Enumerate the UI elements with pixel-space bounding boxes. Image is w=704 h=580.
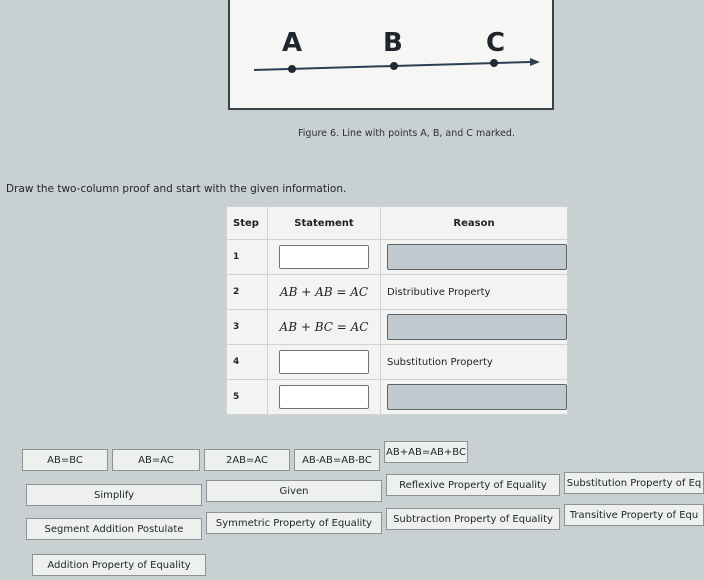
header-statement: Statement: [268, 207, 381, 240]
point-b-dot: [390, 62, 398, 70]
reason-tile[interactable]: Simplify: [26, 484, 202, 506]
statement-drop-cell: [268, 380, 381, 415]
reason-drop-zone[interactable]: [387, 314, 567, 340]
table-row: [227, 310, 568, 345]
statement-drop-zone[interactable]: [279, 245, 369, 269]
point-c-dot: [490, 59, 498, 67]
table-row: [227, 240, 568, 275]
instruction-text: Draw the two-column proof and start with the given information.: [6, 183, 347, 195]
table-header-row: [227, 207, 568, 240]
step-number: 4: [227, 345, 268, 380]
figure-caption: Figure 6. Line with points A, B, and C marked.: [298, 128, 515, 139]
statement-drop-zone[interactable]: [279, 385, 369, 409]
statement-drop-cell: [268, 240, 381, 275]
table-row: [227, 275, 568, 310]
reason-drop-cell: [381, 310, 568, 345]
point-c-label: C: [486, 28, 506, 58]
step-number: 3: [227, 310, 268, 345]
reason-tile[interactable]: Addition Property of Equality: [32, 554, 206, 576]
statement-tile[interactable]: AB=AC: [112, 449, 200, 471]
table-row: [227, 380, 568, 415]
reason-tile[interactable]: Subtraction Property of Equality: [386, 508, 560, 530]
reason-tile[interactable]: Reflexive Property of Equality: [386, 474, 560, 496]
reason-drop-cell: [381, 380, 568, 415]
reason-tile[interactable]: Given: [206, 480, 382, 502]
statement-text: AB + BC = AC: [268, 310, 381, 345]
point-b-label: B: [383, 28, 403, 58]
statement-tile[interactable]: 2AB=AC: [204, 449, 290, 471]
statement-drop-zone[interactable]: [279, 350, 369, 374]
reason-tile[interactable]: Transitive Property of Equ: [564, 504, 704, 526]
statement-tile[interactable]: AB+AB=AB+BC: [384, 441, 468, 463]
header-reason: Reason: [381, 207, 568, 240]
figure-panel: [228, 0, 554, 110]
table-row: [227, 345, 568, 380]
step-number: 2: [227, 275, 268, 310]
reason-tile[interactable]: Symmetric Property of Equality: [206, 512, 382, 534]
statement-tile[interactable]: AB-AB=AB-BC: [294, 449, 380, 471]
reason-drop-cell: [381, 240, 568, 275]
reason-drop-zone[interactable]: [387, 244, 567, 270]
reason-text: Substitution Property: [381, 345, 568, 380]
point-a-label: A: [282, 28, 303, 58]
reason-text: Distributive Property: [381, 275, 568, 310]
reason-tile[interactable]: Segment Addition Postulate: [26, 518, 202, 540]
statement-tile[interactable]: AB=BC: [22, 449, 108, 471]
statement-drop-cell: [268, 345, 381, 380]
step-number: 1: [227, 240, 268, 275]
proof-table: [226, 206, 568, 415]
step-number: 5: [227, 380, 268, 415]
point-a-dot: [288, 65, 296, 73]
statement-text: AB + AB = AC: [268, 275, 381, 310]
right-arrowhead: [530, 58, 540, 66]
reason-tile[interactable]: Substitution Property of Eq: [564, 472, 704, 494]
reason-drop-zone[interactable]: [387, 384, 567, 410]
header-step: Step: [227, 207, 268, 240]
